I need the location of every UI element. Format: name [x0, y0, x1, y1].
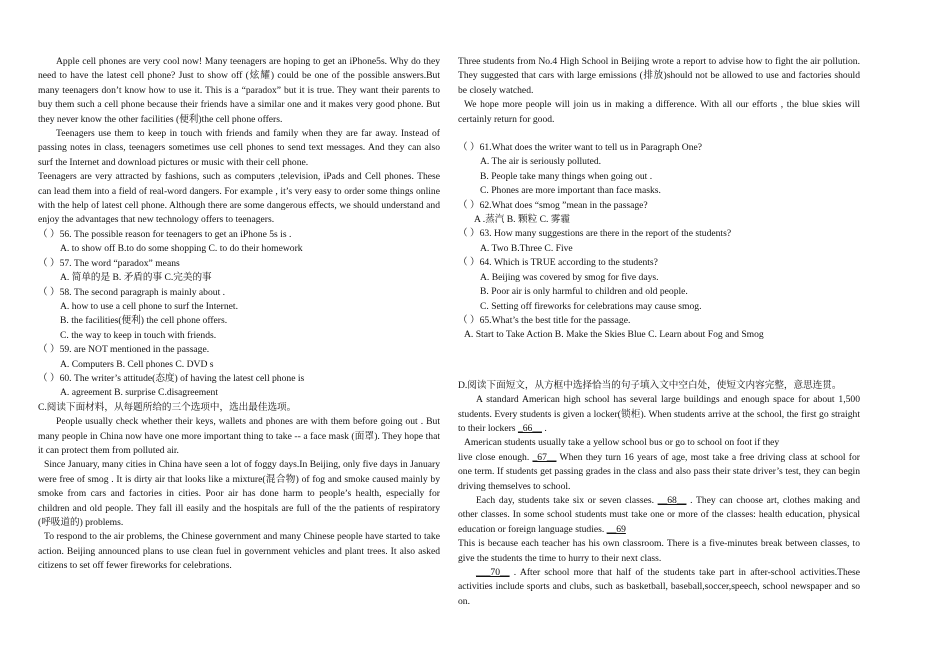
passage-d-paragraph: ___70__ . After school more that half of the students take part in after-school activities.These activities include sports and clubs, such as basketball, baseball,soccer,speech, school newspaper and so on.: [458, 567, 860, 607]
question-57-stem: （ ）57. The word “paradox” means: [38, 257, 180, 269]
passage-d-paragraph: This is because each teacher has his own classroom. There is a five-minutes break between classes, to give the students the time to hurry to their next class.: [458, 538, 860, 564]
question-62-stem: （ ）62.What does “smog ”mean in the passage?: [458, 199, 648, 211]
passage-c-paragraph: Since January, many cities in China have seen a lot of foggy days.In Beijing, only five days in January were free of smog . It is dirty air that looks like a mixture(混合物) of fog and smoke caused mainly by smoke from cars and factories in cities. Poor air has done harm to people’s health, especially for children and old people. They fall ill easily and the hospitals are full of the the patients of respiratory (呼吸道的) problems.: [38, 459, 440, 528]
left-column: [38, 55, 440, 574]
question-61-option-c: C. Phones are more important than face masks.: [480, 185, 661, 197]
question-60-stem: （ ）60. The writer’s attitude(态度) of having the latest cell phone is: [38, 372, 305, 384]
question-59-stem: （ ）59. are NOT mentioned in the passage.: [38, 344, 210, 356]
question-58-stem: （ ）58. The second paragraph is mainly about .: [38, 286, 226, 298]
question-60-options: A. agreement B. surprise C.disagreement: [60, 387, 218, 399]
passage-d-paragraph: Each day, students take six or seven classes. __68__ . They can choose art, clothes making and other classes. In some school students must take one or more of the classes: health education, physical education or foreign language studies. __69: [458, 494, 860, 535]
question-63-stem: （ ）63. How many suggestions are there in the report of the students?: [458, 228, 732, 240]
question-57-options: A. 简单的是 B. 矛盾的事 C.完美的事: [60, 272, 212, 284]
blank-70: ___70__: [476, 567, 510, 578]
question-61-stem: （ ）61.What does the writer want to tell us in Paragraph One?: [458, 142, 703, 154]
question-59-options: A. Computers B. Cell phones C. DVD s: [60, 358, 214, 370]
blank-69: __69: [606, 523, 626, 535]
section-c-instruction: C.阅读下面材料，从每题所给的三个选项中，选出最佳选项。: [38, 401, 297, 413]
question-62-options: A .蒸汽 B. 颗粒 C. 雾霾: [474, 214, 570, 226]
question-56-stem: （ ）56. The possible reason for teenagers to get an iPhone 5s is .: [38, 228, 292, 240]
right-column: [458, 55, 860, 609]
question-58-option-a: A. how to use a cell phone to surf the Internet.: [60, 300, 238, 312]
passage-c-paragraph: Three students from No.4 High School in Beijing wrote a report to advise how to fight the air pollution. They suggested that cars with large emissions (排放)should not be allowed to use and factories should be closely watched.: [458, 56, 860, 96]
passage-c-paragraph: We hope more people will join us in making a difference. With all our efforts , the blue skies will certainly return for good.: [458, 99, 860, 125]
blank-68: __68__: [657, 494, 687, 506]
question-61-option-a: A. The air is seriously polluted.: [480, 156, 602, 168]
question-64-option-c: C. Setting off fireworks for celebrations may cause smog.: [480, 300, 702, 312]
passage-b-paragraph: Teenagers use them to keep in touch with friends and family when they are far away. Instead of passing notes in class, teenagers sometimes use cell phones to send text messages. And they can also surf the Internet and download pictures or music with their cell phone.: [38, 128, 440, 168]
blank-66: _66__: [517, 422, 542, 434]
question-65-options: A. Start to Take Action B. Make the Skies Blue C. Learn about Fog and Smog: [464, 329, 764, 341]
passage-b-paragraph: Apple cell phones are very cool now! Many teenagers are hoping to get an iPhone5s. Why do they need to have the latest cell phone? Just to show off (炫耀) could be one of the possible answers.But many teenagers don’t know how to use it. This is a “paradox” but it is true. They want their parents to buy them such a cell phone because their friends have a similar one and it makes very good phone. But they never know the other facilities (便利)the cell phone offers.: [38, 56, 440, 125]
question-64-option-a: A. Beijing was covered by smog for five days.: [480, 271, 659, 283]
passage-c-paragraph: To respond to the air problems, the Chinese government and many Chinese people have started to take action. Beijing announced plans to use clean fuel in government vehicles and plant trees. It also asked citizens to set off fewer fireworks for celebrations.: [38, 531, 440, 572]
question-64-option-b: B. Poor air is only harmful to children and old people.: [480, 286, 688, 298]
passage-b-paragraph: Teenagers are very attracted by fashions, such as computers ,television, iPads and Cell phones. These can lead them into a field of real-word dangers. For example , it’s very easy to order some things online with the help of latest cell phone. Although there are some dangerous effects, we should understand and enjoy the advantages that new technology offers to teenagers.: [38, 171, 440, 226]
passage-d-paragraph: American students usually take a yellow school bus or go to school on foot if they: [464, 437, 780, 449]
question-61-option-b: B. People take many things when going out .: [480, 170, 653, 182]
question-63-options: A. Two B.Three C. Five: [480, 242, 573, 254]
section-d-instruction: D.阅读下面短文，从方框中选择恰当的句子填入文中空白处，使短文内容完整，意思连贯。: [458, 379, 842, 391]
question-65-stem: （ ）65.What’s the best title for the passage.: [458, 314, 631, 326]
passage-d-paragraph: A standard American high school has several large buildings and enough space for about 1,500 students. Every students is given a locker(锁柜). When students arrive at the school, the first go straight to their lockers _66__ .: [458, 394, 860, 434]
question-64-stem: （ ）64. Which is TRUE according to the students?: [458, 257, 658, 269]
question-56-options: A. to show off B.to do some shopping C. to do their homework: [60, 243, 303, 255]
question-58-option-c: C. the way to keep in touch with friends.: [60, 329, 217, 341]
passage-c-paragraph: People usually check whether their keys, wallets and phones are with them before going out . But many people in China now have one more important thing to take -- a face mask (面罩). They hope that it can protect them from polluted air.: [38, 416, 440, 456]
blank-67: _67__: [532, 451, 557, 463]
question-58-option-b: B. the facilities(便利) the cell phone offers.: [60, 315, 228, 327]
passage-d-paragraph: live close enough. _67__ When they turn 16 years of age, most take a free driving class at school for one term. If students get passing grades in the class and also pass their state driver’s test, they can begin driving themselves to school.: [458, 451, 860, 492]
